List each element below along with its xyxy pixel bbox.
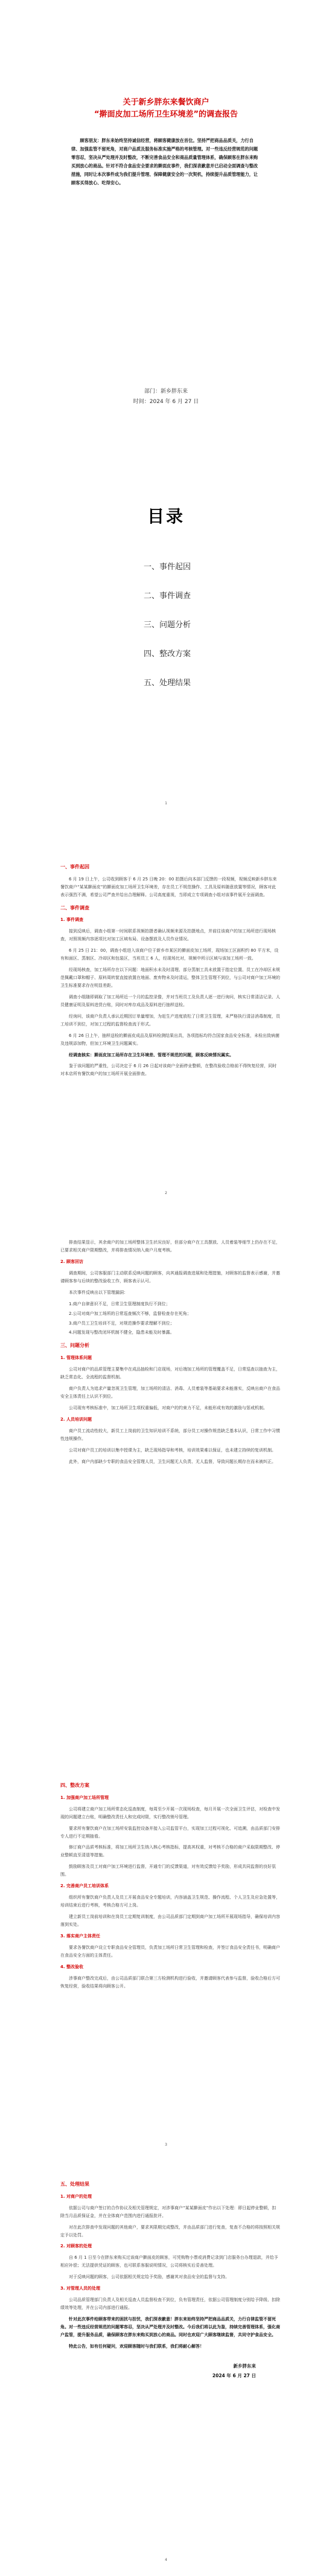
paragraph: 对于反映问题的顾客，公司依据相关规定给予奖励，感谢其对食品安全的监督与支持。 <box>69 2274 229 2280</box>
paragraph: 商户员工流动性较大，新员工上岗前的卫生知识培训不系统，部分员工对操作规范缺乏基本认识，日常工作中习惯性违规操作。 <box>60 1428 280 1441</box>
section-analysis <box>0 1239 332 1469</box>
toc-list <box>144 553 332 698</box>
paragraph: 公司将建立商户加工场所常态化巡查制度，每周至少开展一次现场检查，每月开展一次全面卫生评估，对检查中发现的问题建立台账，明确整改责任人和完成时限，实行整改销号管理。 <box>60 1806 280 1819</box>
toc-item[interactable]: 五、处理结果 <box>144 679 191 688</box>
paragraph: 依据公司与商户签订的合作协议及相关管理规定，对涉事商户“某某擀面皮”作出以下处理：即日起停业整顿，扣除当月品质保证金，并在全体商户范围内进行通报批评。 <box>60 2205 276 2218</box>
subsection-heading: 1. 对商户的处理 <box>60 2193 92 2199</box>
subsection-heading: 4. 整改验收 <box>60 1964 83 1969</box>
paragraph: 经询问，该商户负责人承认近期因订单量增加，为赶生产进度放松了日常卫生管理，未严格执行清洁消毒制度，员工培训不到位，对加工过程的监督检查流于形式。 <box>60 1013 280 1027</box>
list-item: 1.商户自律意识不足，日常卫生管理制度执行不到位； <box>69 1301 170 1306</box>
paragraph: 鼓励顾客及员工对商户加工环境进行监督，开通专门的反馈渠道，对有效反馈给予奖励，形成共同监督的良好氛围。 <box>60 1864 276 1877</box>
paragraph: 排查结果显示，其余商户的加工场所整体卫生状况良好，但部分商户在工具摆放、人员着装等细节上仍存在不足，已要求相关商户限期整改，并将排查情况纳入商户月度考核。 <box>60 1240 280 1253</box>
paragraph: 6 月 19 日上午，公司收到顾客于 6 月 25 日晚 20：00 拍摄后向本部门反馈的一段视频，视频反映新乡胖东来餐饮商户“某某擀面皮”的擀面皮加工场所卫生环境差，存在员工不规范操作、工具及原料随意放置等情况，顾客对此表示强烈不满，希望公司严查并给出合理解释。公司高度重视，当即成立专项调查小组对该事件展开全面调查。 <box>60 876 277 897</box>
investigation-conclusion: 经调查核实：擀面皮加工场所存在卫生环境差、管理不规范的问题，顾客反映情况属实。 <box>69 1052 234 1057</box>
toc-item[interactable]: 四、整改方案 <box>144 650 191 659</box>
paragraph: 对在此次排查中发现问题的其他商户，要求其限期完成整改，并由品质部门进行复查，复查不合格的将按照相关规定予以处罚。 <box>60 2224 280 2238</box>
subsection-heading: 2. 完善商户员工培训体系 <box>60 1884 109 1889</box>
paragraph: 调查期间，公司客服部门主动联系反映问题的顾客，向其通报调查进展和处理措施，对顾客的监督表示感谢，并邀请顾客参与后续的整改验收工作，顾客表示认可。 <box>60 1270 280 1283</box>
report-title: 关于新乡胖东来餐饮商户 “擀面皮加工场所卫生环境差”的调查报告 <box>94 98 238 120</box>
signature-org: 新乡胖东来 <box>233 2363 256 2369</box>
paragraph: 要求各餐饮商户设立专职食品安全管理员，负责加工场所日常卫生管理和检查，并签订食品安全责任书，明确商户在食品安全方面的主体责任。 <box>60 1945 280 1958</box>
section-incident-investigation <box>0 858 332 1082</box>
toc-title: 目录 <box>147 506 185 526</box>
page-number: 4 <box>165 2558 167 2562</box>
paragraph: 本次事件反映出以下管理漏洞： <box>69 1290 128 1295</box>
signature-date: 2024 年 6 月 27 日 <box>212 2373 256 2379</box>
section-heading: 三、问题分析 <box>60 1343 89 1349</box>
paragraph: 6 月 26 日上午，抽样送检的擀面皮成品及原料检测结果出具，各项指标均符合国家食品安全标准，未检出致病菌及违规添加物，但加工环境卫生问题属实。 <box>60 1033 280 1046</box>
issue-list <box>69 1300 280 1337</box>
paragraph: 组织所有餐饮商户负责人及员工开展食品安全专题培训，内容涵盖卫生规范、操作流程、个人卫生及应急处置等，培训结束后进行考核，考核合格方可上岗。 <box>60 1895 280 1908</box>
paragraph: 鉴于该问题的严重性，公司决定于 6 月 26 日起对该商户全面停业整顿，在整改验收合格前不得恢复经营，同时对本店所有餐饮商户的加工场所开展全面排查。 <box>60 1064 277 1077</box>
page-number: 3 <box>165 2143 167 2147</box>
paragraph: 接到反映后，调查小组第一时间联系视频拍摄者确认视频来源及拍摄地点，并前往该商户的加工场所进行现场核查，对照视频内容逐项比对加工区域布局、设备摆放及人员作业情况。 <box>60 929 276 942</box>
closing-statement: 针对此次事件给顾客带来的困扰与担忧，我们深表歉意！胖东来始终坚持严把商品品质关，力行自律监管不留死角。对一些违反经营规范的问题零容忍，坚决从严处理并及时整改。今后我们将以此为鉴，持续完善管理体系，强化商户监管，提升服务品质，确保顾客在胖东来购买到放心的商品。同时也欢迎广大顾客继续监督，共同守护食品安全。 <box>60 2317 280 2337</box>
section-rectification <box>0 1777 332 1994</box>
paragraph: 公司现有考核标准中，加工场所卫生项权重偏低，对商户的约束力不足，未能形成有效的激励与惩戒机制。 <box>69 1405 267 1410</box>
subsection-heading: 1. 管理体系问题 <box>60 1355 92 1361</box>
section-heading: 四、整改方案 <box>60 1783 89 1788</box>
section-results <box>0 2175 332 2381</box>
list-item: 3.商户员工卫生培训不足，对规范操作要求理解不到位； <box>69 1320 174 1326</box>
page-number: 2 <box>165 1191 167 1195</box>
issuer-block <box>0 387 332 407</box>
paragraph: 公司对商户的品质管理主要集中在成品抽检和门店现场，对后端加工场所的管理覆盖不足，日常巡查以抽查为主，缺乏常态化、全流程的监督机制。 <box>60 1367 280 1380</box>
table-of-contents <box>0 502 332 698</box>
paragraph: 修订商户品质考核标准，将加工场所卫生纳入核心考核指标，提高其权重，对考核不合格的商户采取限期整改、停业整顿直至清退等措施。 <box>60 1845 280 1858</box>
signature-block <box>60 2361 280 2381</box>
subsection-heading: 2. 对顾客的处理 <box>60 2244 92 2249</box>
subsection-heading: 3. 对管理人员的处理 <box>60 2286 100 2291</box>
subsection-heading: 2. 顾客回访 <box>60 1259 83 1264</box>
paragraph: 调查小组随即调取了加工场所近一个月的监控录像，并对当班员工及负责人逐一进行询问，核实日常清洁记录、人员健康证明及原料进货台账，同时对库存成品及原料进行抽样送检。 <box>60 994 280 1007</box>
paragraph: 经现场核查，加工场所存在以下问题：地面积水未及时清理、部分蒸制工具未放置于指定位置、员工在冷却区未规范佩戴口罩和帽子、原料周转筐直接放置在地面、废弃物未及时清运，整体卫生管理不到位，与公司对商户加工环境的卫生标准要求存在明显差距。 <box>60 967 280 988</box>
section-heading: 五、处理结果 <box>60 2181 89 2187</box>
subsection-heading: 2. 人员培训问题 <box>60 1416 92 1422</box>
paragraph: 要求所有餐饮商户在加工场所安装监控设备并接入公司监管平台，实现加工过程可视化、可追溯，由品质部门安排专人进行不定期抽看。 <box>60 1825 280 1839</box>
section-heading: 一、事件起因 <box>60 864 89 870</box>
toc-item[interactable]: 二、事件调查 <box>144 592 191 601</box>
paragraph: 涉事商户整改完成后，由公司品质部门联合第三方检测机构进行验收，并邀请顾客代表参与监督，验收合格后方可恢复经营，验收结果将向顾客公开。 <box>60 1975 280 1989</box>
paragraph: 商户负责人为追求产量忽视卫生管理，加工场所的清洁、消毒、人员着装等基础要求未能落实，反映出商户在食品安全主体责任上认识不到位。 <box>60 1386 280 1399</box>
list-item: 4.问题发现与整改闭环机制不健全，隐患未能及时暴露。 <box>69 1330 174 1335</box>
paragraph: 此外，商户内部缺少专职的食品安全管理人员，卫生问题无人负责、无人监督，导致问题长期存在而未被纠正。 <box>69 1459 276 1464</box>
page-number: 1 <box>165 801 167 805</box>
subsection-heading: 1. 加强商户加工场所管理 <box>60 1795 109 1800</box>
report-date: 时间：2024 年 6 月 27 日 <box>133 399 199 405</box>
paragraph: 公司对商户员工的培训以集中授课为主，缺乏现场指导和考核，培训效果难以保证，也未建立持续的复训机制。 <box>69 1447 276 1453</box>
paragraph: 6 月 25 日 21：00，调查小组进入该商户位于新乡市某区的擀面皮加工场所，现场加工区面积约 80 平方米，设有和面区、蒸制区、冷却区和包装区，当班员工 6 人，经现场比对，视频中所示区域与该加工场所一致。 <box>60 948 279 961</box>
cover-section <box>0 97 332 187</box>
report-summary: 顾客朋友：胖东来始终坚持诚信经营，将顾客健康放在首位。坚持严把商品品质关，力行自律、加强监管不留死角，对商户品质及服务标准实施严格的考核管理。对一些违反经营规范的问题零容忍，坚决从严处理并及时整改，不断完善食品安全和商品质量管理体系，确保顾客在胖东来购买到放心的商品。针对不符合食品安全要求的擀面皮事件，我们深表歉意并已启动全面调查与整改措施，同时让本次事件成为我们提升管理、保障健康安全的一次契机，持续提升品质管理能力，让顾客买得放心、吃得安心。 <box>71 138 258 186</box>
toc-item[interactable]: 一、事件起因 <box>144 563 191 572</box>
subsection-heading: 3. 落实商户主体责任 <box>60 1933 100 1938</box>
paragraph: 自 6 月 1 日至今在胖东来购买过该商户擀面皮的顾客，可凭购物小票或消费记录到门店服务台办理退款，并给予相应补偿；无法提供凭证的顾客，也可联系客服说明情况，公司将核实后妥善处理。 <box>60 2255 278 2268</box>
department-label: 部门：新乡胖东来 <box>144 389 188 395</box>
paragraph: 建立新员工岗前培训和在岗员工定期复训制度，由公司品质部门定期到商户加工场所开展现场指导，确保培训内容落到实处。 <box>60 1914 280 1927</box>
list-item: 2.公司对商户加工场所的日常巡查频次不够，监督检查存在死角； <box>69 1311 191 1316</box>
paragraph: 公司品质管理部门负责人及相关巡查人员监督检查不到位，负有管理责任，依据公司管理制度分别给予降级、扣除绩效等处理，并在公司内部进行通报。 <box>60 2297 280 2311</box>
closing-contact: 特此公告，如有任何疑问，欢迎顾客随时与我们联系，我们将耐心解答！ <box>69 2343 204 2349</box>
section-heading: 二、事件调查 <box>60 905 89 911</box>
toc-item[interactable]: 三、问题分析 <box>144 621 191 630</box>
subsection-heading: 1. 事件调查 <box>60 917 83 923</box>
